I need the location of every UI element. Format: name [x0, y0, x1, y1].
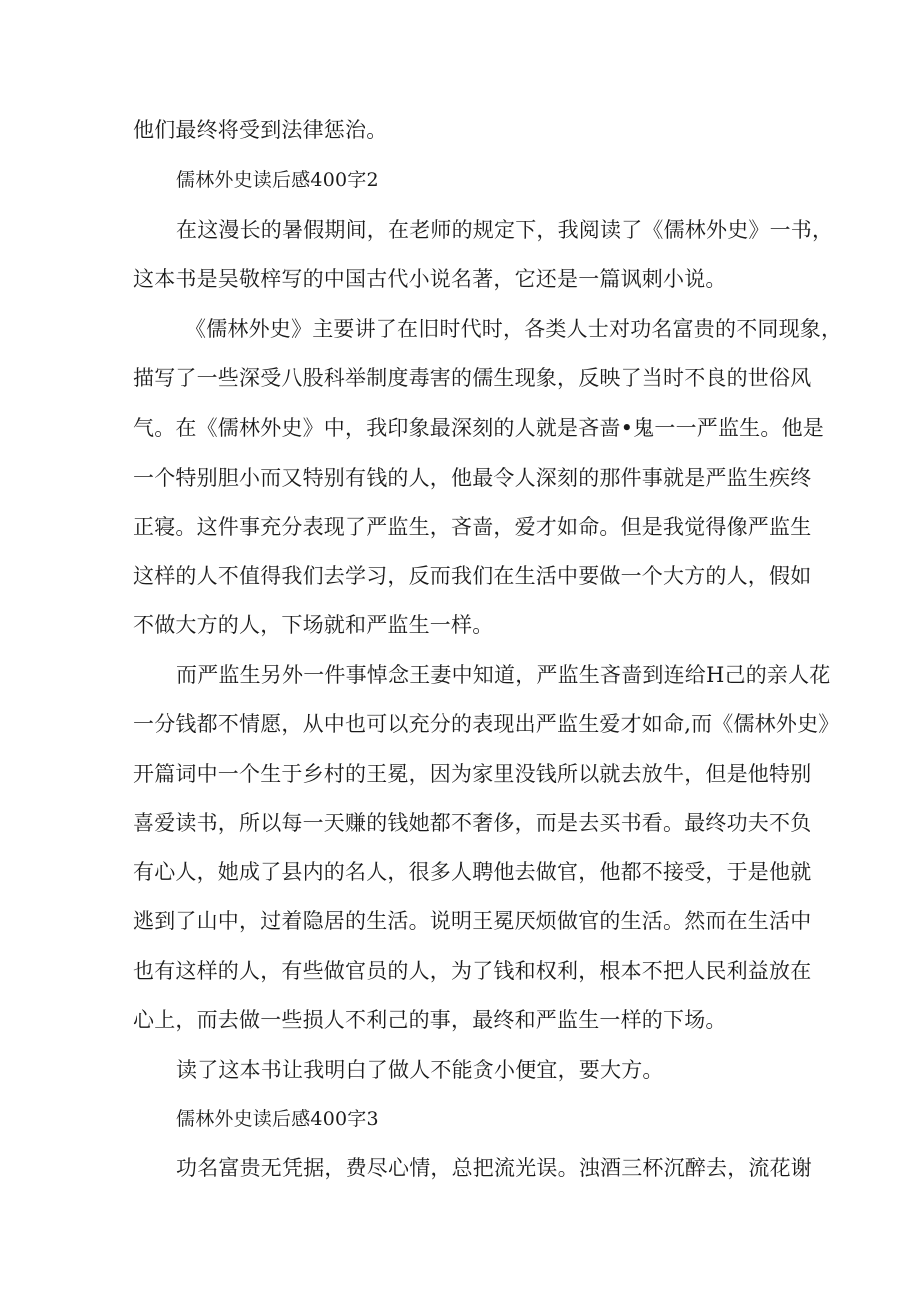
paragraph-line: 也有这样的人，有些做官员的人，为了钱和权利，根本不把人民利益放在 [133, 959, 812, 983]
paragraph-line: 气。在《儒林外史》中，我印象最深刻的人就是吝啬•鬼一一严监生。他是 [133, 416, 824, 440]
section-heading: 儒林外史读后感400字2 [176, 169, 379, 191]
paragraph-line: 这样的人不值得我们去学习，反而我们在生活中要做一个大方的人，假如 [133, 564, 812, 588]
paragraph-line: 有心人，她成了县内的名人，很多人聘他去做官，他都不接受，于是他就 [133, 860, 812, 884]
paragraph-line: 在这漫长的暑假期间，在老师的规定下，我阅读了《儒林外史》一书， [176, 218, 834, 242]
paragraph-line: 《儒林外史》主要讲了在旧时代时，各类人士对功名富贵的不同现象， [185, 317, 843, 341]
paragraph-line: 开篇词中一个生于乡村的王冕，因为家里没钱所以就去放牛，但是他特别 [133, 762, 812, 786]
paragraph-line: 一个特别胆小而又特别有钱的人，他最令人深刻的那件事就是严监生疾终 [133, 466, 812, 490]
paragraph-line: 逃到了山中，过着隐居的生活。说明王冕厌烦做官的生活。然而在生活中 [133, 909, 812, 933]
section-heading: 儒林外史读后感400字3 [176, 1108, 379, 1130]
paragraph-line: 读了这本书让我明白了做人不能贪小便宜，要大方。 [176, 1058, 664, 1082]
paragraph-line: 这本书是吴敬梓写的中国古代小说名著，它还是一篇讽刺小说。 [133, 267, 727, 291]
paragraph-line: 他们最终将受到法律惩治。 [133, 118, 388, 142]
paragraph-line: 不做大方的人，下场就和严监生一样。 [133, 613, 494, 637]
paragraph-line: 一分钱都不情愿，从中也可以充分的表现出严监生爱才如命,而《儒林外史》 [133, 712, 840, 736]
paragraph-line: 正寝。这件事充分表现了严监生，吝啬，爱才如命。但是我觉得像严监生 [133, 515, 812, 539]
paragraph-line: 描写了一些深受八股科举制度毒害的儒生现象，反映了当时不良的世俗风 [133, 366, 812, 390]
paragraph-line: 心上，而去做一些损人不利己的事，最终和严监生一样的下场。 [133, 1008, 727, 1032]
paragraph-line: 喜爱读书，所以每一天赚的钱她都不奢侈，而是去买书看。最终功夫不负 [133, 811, 812, 835]
paragraph-line: 而严监生另外一件事悼念王妻中知道，严监生吝啬到连给H己的亲人花 [176, 663, 831, 687]
paragraph-line: 功名富贵无凭据，费尽心情，总把流光误。浊酒三杯沉醉去，流花谢 [176, 1156, 812, 1180]
